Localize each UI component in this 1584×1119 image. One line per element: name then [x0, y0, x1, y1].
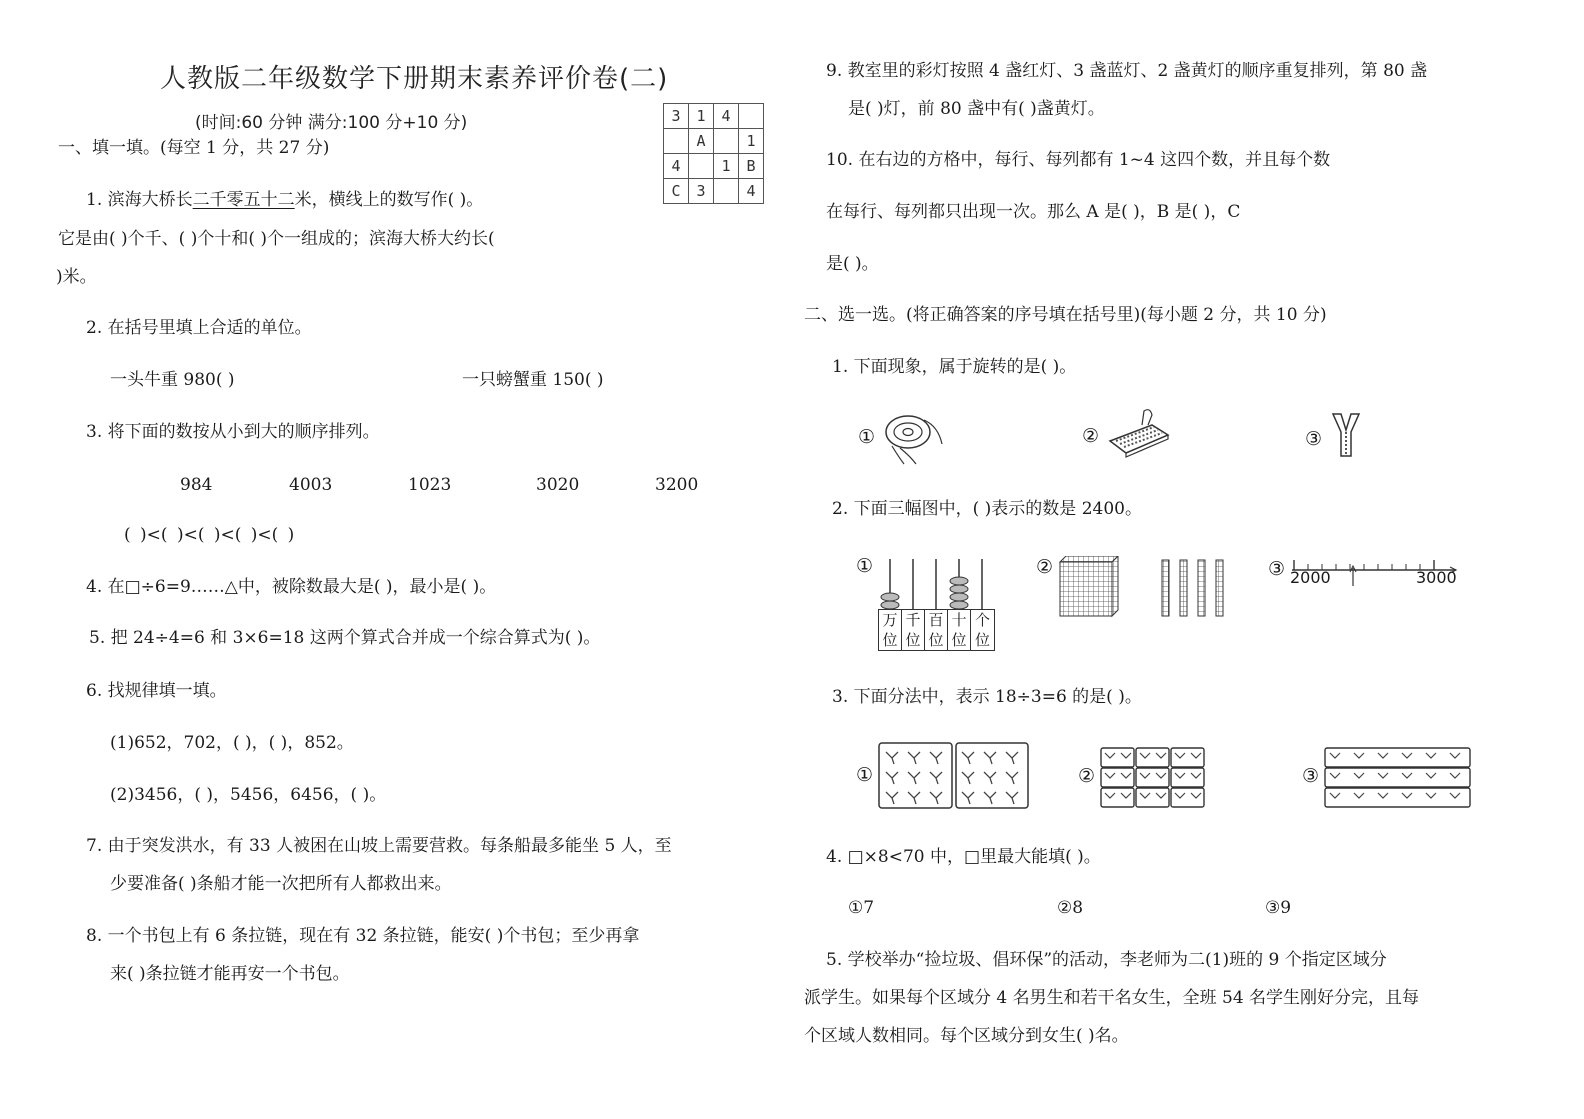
question-2-3: 3. 下面分法中，表示 18÷3=6 的是( )。: [832, 687, 1142, 707]
question-1-1: [86, 189, 483, 211]
question-1-6-part1: (1)652，702，( )，( )，852。: [110, 733, 354, 753]
number-1023: 1023: [408, 475, 452, 495]
grid-cell: 1: [739, 129, 764, 154]
grid-cell: 4: [664, 154, 689, 179]
steering-wheel-icon: [880, 408, 950, 466]
grid-cell: 3: [689, 179, 714, 204]
question-2-5-line1: 5. 学校举办“捡垃圾、倡环保”的活动，李老师为二(1)班的 9 个指定区域分: [826, 950, 1387, 970]
birds-grouped-nine-boxes-icon: [1100, 747, 1206, 809]
grid-cell: 3: [664, 104, 689, 129]
grid-cell: 4: [739, 179, 764, 204]
question-1-5: 5. 把 24÷4=6 和 3×6=18 这两个算式合并成一个综合算式为( )。: [89, 628, 601, 648]
grid-cell: 1: [689, 104, 714, 129]
grid-cell: [739, 104, 764, 129]
numberline-start-label: 2000: [1290, 568, 1331, 587]
abacus-place-labels: [878, 609, 995, 651]
number-984: 984: [180, 475, 213, 495]
question-1-6: 6. 找规律填一填。: [86, 681, 227, 701]
question-2-2: 2. 下面三幅图中，( )表示的数是 2400。: [832, 499, 1142, 519]
question-1-8-line2: 来( )条拉链才能再安一个书包。: [110, 964, 350, 984]
question-2-4: 4. □×8<70 中，□里最大能填( )。: [826, 847, 1101, 867]
grid-cell: [714, 179, 739, 204]
option-1-value-7: ①7: [848, 898, 875, 918]
place-wan: 万 位: [879, 610, 902, 650]
question-1-10-line1: 10. 在右边的方格中，每行、每列都有 1~4 这四个数，并且每个数: [826, 150, 1331, 170]
question-1-9-line2: 是( )灯，前 80 盏中有( )盏黄灯。: [848, 99, 1105, 119]
question-1-10-line3: 是( )。: [826, 254, 879, 274]
option-label: ②: [1036, 556, 1054, 578]
grid-row: [664, 129, 764, 154]
grid-cell: 1: [714, 154, 739, 179]
place-bai: 百 位: [925, 610, 948, 650]
place-shi: 十 位: [948, 610, 971, 650]
exam-info: (时间:60 分钟 满分:100 分+10 分): [195, 113, 468, 133]
question-1-4: 4. 在□÷6=9……△中，被除数最大是( )，最小是( )。: [86, 577, 497, 597]
question-1-1-line2: 它是由( )个千、( )个十和( )个一组成的；滨海大桥大约长(: [58, 229, 495, 249]
keyboard-typing-icon: [1106, 405, 1176, 460]
question-1-6-part2: (2)3456，( )，5456，6456，( )。: [110, 785, 387, 805]
option-label: ①: [856, 764, 874, 786]
number-grid-puzzle: [663, 103, 764, 204]
ordering-blanks: ( )<( )<( )<( )<( ): [124, 525, 295, 545]
abacus-rods-icon: [876, 559, 998, 609]
question-1-2b: 一只螃蟹重 150( ): [462, 370, 604, 390]
question-1-7-line1: 7. 由于突发洪水，有 33 人被困在山坡上需要营救。每条船最多能坐 5 人，至: [86, 836, 672, 856]
question-2-1: 1. 下面现象，属于旋转的是( )。: [832, 357, 1077, 377]
section2-heading: 二、选一选。(将正确答案的序号填在括号里)(每小题 2 分，共 10 分): [804, 305, 1327, 325]
birds-grouped-three-rows-icon: [1324, 747, 1472, 809]
question-2-5-line3: 个区域人数相同。每个区域分到女生( )名。: [804, 1026, 1129, 1046]
question-1-3: 3. 将下面的数按从小到大的顺序排列。: [86, 422, 380, 442]
section1-heading: 一、填一填。(每空 1 分，共 27 分): [58, 138, 330, 158]
number-4003: 4003: [289, 475, 333, 495]
question-1-1-line3: )米。: [56, 267, 97, 287]
number-3200: 3200: [655, 475, 699, 495]
question-2-5-line2: 派学生。如果每个区域分 4 名男生和若干名女生，全班 54 名学生刚好分完，且每: [804, 988, 1420, 1008]
page-title: 人教版二年级数学下册期末素养评价卷(二): [160, 64, 669, 94]
grid-cell: A: [689, 129, 714, 154]
option-2-value-8: ②8: [1057, 898, 1084, 918]
question-1-9-line1: 9. 教室里的彩灯按照 4 盏红灯、3 盏蓝灯、2 盏黄灯的顺序重复排列，第 80 盏: [826, 61, 1428, 81]
q1-pre: 1. 滨海大桥长: [86, 190, 193, 210]
question-1-8-line1: 8. 一个书包上有 6 条拉链，现在有 32 条拉链，能安( )个书包；至少再拿: [86, 926, 640, 946]
grid-row: [664, 179, 764, 204]
place-qian: 千 位: [902, 610, 925, 650]
q1-underlined: 二千零五十二: [192, 190, 295, 210]
option-label: ③: [1302, 765, 1320, 787]
grid-cell: C: [664, 179, 689, 204]
option-label: ①: [858, 426, 876, 448]
option-label: ②: [1078, 765, 1096, 787]
q1-post: 米，横线上的数写作( )。: [294, 190, 484, 210]
option-label: ③: [1268, 558, 1286, 580]
place-ge: 个 位: [974, 611, 990, 649]
grid-row: [664, 154, 764, 179]
question-1-7-line2: 少要准备( )条船才能一次把所有人都救出来。: [110, 874, 452, 894]
number-3020: 3020: [536, 475, 580, 495]
grid-row: [664, 104, 764, 129]
grid-cell: 4: [714, 104, 739, 129]
option-label: ③: [1305, 428, 1323, 450]
question-1-10-line2: 在每行、每列都只出现一次。那么 A 是( )，B 是( )，C: [826, 202, 1241, 222]
option-3-value-9: ③9: [1265, 898, 1292, 918]
numberline-end-label: 3000: [1416, 568, 1457, 587]
grid-cell: B: [739, 154, 764, 179]
birds-grouped-two-boxes-icon: [878, 742, 1030, 810]
zipper-icon: [1329, 410, 1363, 460]
grid-cell: [664, 129, 689, 154]
question-1-2a: 一头牛重 980( ): [110, 370, 235, 390]
option-label: ②: [1082, 425, 1100, 447]
grid-cell: [714, 129, 739, 154]
grid-cell: [689, 154, 714, 179]
thousand-cube-and-ten-rods-icon: [1058, 556, 1248, 618]
option-label: ①: [856, 555, 874, 577]
question-1-2: 2. 在括号里填上合适的单位。: [86, 318, 312, 338]
